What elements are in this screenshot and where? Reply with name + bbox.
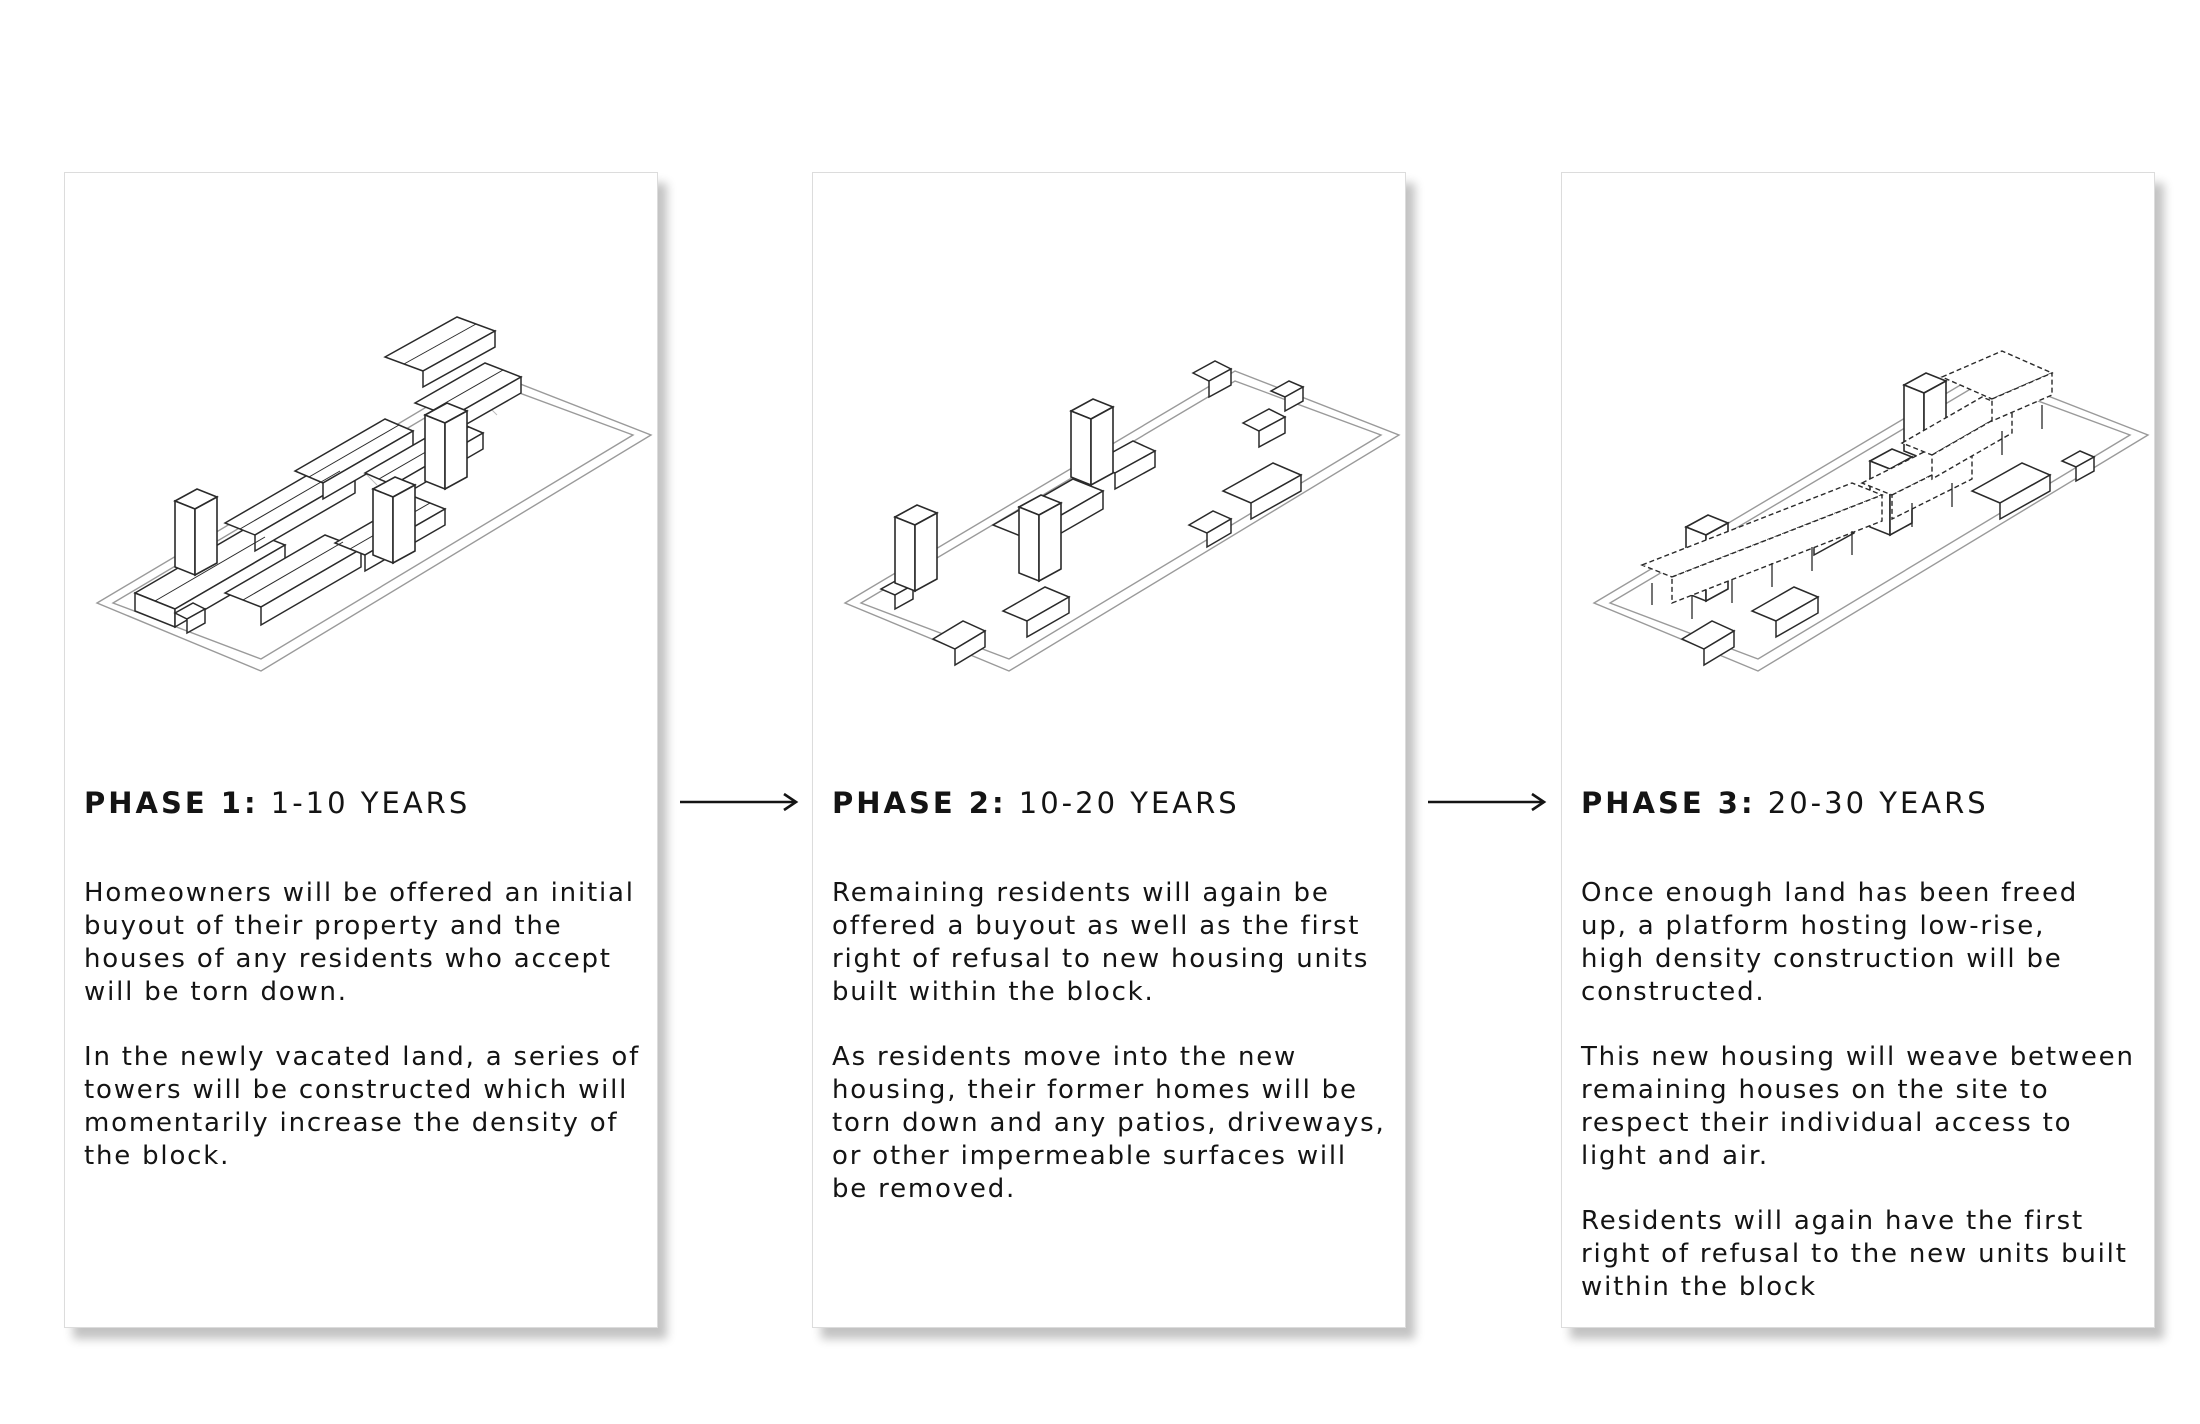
phase-1-panel	[64, 172, 658, 1328]
phase-1-axonometric-drawing	[85, 293, 665, 723]
phase-1-heading	[84, 785, 644, 821]
phase-3-heading	[1581, 785, 2141, 821]
phase-1-paragraph-1: Homeowners will be offered an initial buyout of their property and the houses of any residents who accept will be torn down.	[84, 878, 635, 1007]
phase-3-paragraph-1: Once enough land has been freed up, a platform hosting low-rise, high density construction will be constructed.	[1581, 878, 2079, 1007]
arrow-right-icon	[1426, 790, 1548, 814]
phase-1-label: PHASE 1:	[84, 786, 259, 820]
phase-3-paragraph-2: This new housing will weave between remaining houses on the site to respect their individual access to light and air.	[1581, 1042, 2135, 1171]
phase-2-years: 10-20 YEARS	[1018, 786, 1240, 820]
phase-2-description	[832, 877, 1398, 1238]
phase-3-label: PHASE 3:	[1581, 786, 1756, 820]
phase-2-paragraph-2: As residents move into the new housing, their former homes will be torn down and any patios, driveways, or other impermeable surfaces will be removed.	[832, 1042, 1386, 1204]
phase-3-description	[1581, 877, 2147, 1336]
phase-2-label: PHASE 2:	[832, 786, 1007, 820]
phase-2-panel	[812, 172, 1406, 1328]
phase-3-panel	[1561, 172, 2155, 1328]
phase-1-paragraph-2: In the newly vacated land, a series of towers will be constructed which will momentarily increase the density of the block.	[84, 1042, 641, 1171]
phase-3-axonometric-drawing	[1582, 293, 2162, 723]
phase-1-description	[84, 877, 650, 1205]
platform-housing	[1642, 351, 2052, 603]
phase-2-paragraph-1: Remaining residents will again be offered a buyout as well as the first right of refusal to new housing units built within the block.	[832, 878, 1370, 1007]
phase-1-years: 1-10 YEARS	[270, 786, 471, 820]
phase-2-heading	[832, 785, 1392, 821]
phase-3-years: 20-30 YEARS	[1767, 786, 1989, 820]
arrow-right-icon	[678, 790, 800, 814]
phase-2-axonometric-drawing	[833, 293, 1413, 723]
phase-3-paragraph-3: Residents will again have the first right of refusal to the new units built within the block	[1581, 1206, 2128, 1302]
